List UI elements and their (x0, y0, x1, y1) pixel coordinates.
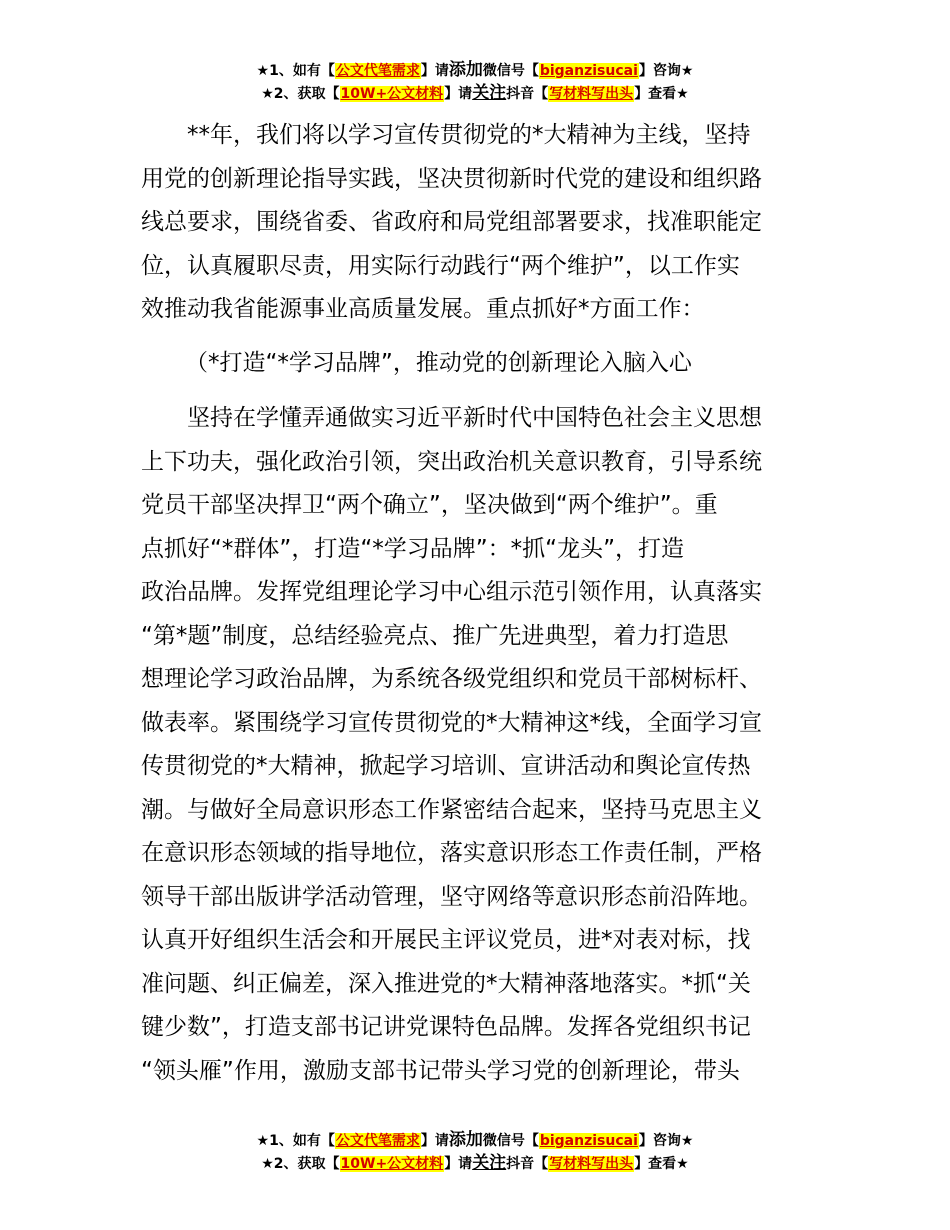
highlight-wechat-id: biganzisucai (539, 63, 638, 79)
text-line: 键少数”，打造支部书记讲党课特色品牌。发挥各党组织书记 (141, 1014, 751, 1040)
highlight-materials: 10W+公文材料 (340, 1156, 444, 1172)
emphasis-follow: 关注 (472, 1153, 507, 1173)
text-line: 坚持在学懂弄通做实习近平新时代中国特色社会主义思想 (187, 405, 762, 431)
text-line: 上下功夫，强化政治引领，突出政治机关意识教育，引导系统 (141, 448, 762, 475)
banner-text: 】请 (420, 63, 449, 79)
text-line: 线总要求，围绕省委、省政府和局党组部署要求，找准职能定 (141, 209, 762, 235)
paragraph-intro (141, 114, 813, 332)
emphasis-follow: 关注 (472, 83, 507, 103)
emphasis-add: 添加 (448, 1130, 483, 1150)
text-line: 潮。与做好全局意识形态工作紧密结合起来，坚持马克思主义 (141, 796, 762, 823)
text-line: **年，我们将以学习宣传贯彻党的*大精神为主线，坚持 (187, 122, 751, 148)
banner-text: ★1、如有【 (256, 1133, 335, 1149)
banner-text: 】请 (444, 1156, 473, 1172)
text-line: 用党的创新理论指导实践，坚决贯彻新时代党的建设和组织路 (141, 165, 762, 192)
banner-text: 抖音【 (506, 86, 549, 102)
text-line: 点抓好“*群体”，打造“*学习品牌”：*抓“龙头”，打造 (141, 535, 684, 562)
banner-text: 微信号【 (482, 63, 539, 79)
banner-text: ★2、获取【 (261, 1156, 340, 1172)
highlight-wechat-id: biganzisucai (539, 1133, 638, 1149)
text-line: 想理论学习政治品牌，为系统各级党组织和党员干部树标杆、 (141, 666, 762, 692)
document-body (141, 114, 813, 1093)
highlight-service: 公文代笔需求 (335, 1133, 420, 1149)
text-line: 政治品牌。发挥党组理论学习中心组示范引领作用，认真落实 (141, 579, 762, 605)
banner-text: 抖音【 (506, 1156, 549, 1172)
banner-line-2 (0, 1152, 950, 1175)
text-line: “领头雁”作用，激励支部书记带头学习党的创新理论，带头 (141, 1057, 740, 1084)
text-line: 在意识形态领域的指导地位，落实意识形态工作责任制，严格 (141, 840, 762, 866)
highlight-douyin: 写材料写出头 (549, 1156, 634, 1172)
text-line: 党员干部坚决捍卫“两个确立”，坚决做到“两个维护”。重 (141, 492, 718, 518)
highlight-douyin: 写材料写出头 (549, 86, 634, 102)
paragraph-body (141, 397, 813, 1093)
highlight-materials: 10W+公文材料 (340, 86, 444, 102)
text-line: 准问题、纠正偏差，深入推进党的*大精神落地落实。*抓“关 (141, 970, 751, 997)
banner-line-1 (0, 1129, 950, 1152)
text-line: 效推动我省能源事业高质量发展。重点抓好*方面工作： (141, 296, 705, 322)
banner-text: 】查看★ (634, 1156, 689, 1172)
header-banner (0, 59, 950, 105)
text-line: 做表率。紧围绕学习宣传贯彻党的*大精神这*线，全面学习宣 (141, 709, 762, 736)
banner-text: 】咨询★ (638, 1133, 694, 1149)
text-line: 传贯彻党的*大精神，掀起学习培训、宣讲活动和舆论宣传热 (141, 753, 751, 779)
emphasis-add: 添加 (448, 60, 483, 80)
banner-line-2 (0, 82, 950, 105)
text-line: 认真开好组织生活会和开展民主评议党员，进*对表对标，找 (141, 927, 751, 953)
highlight-service: 公文代笔需求 (335, 63, 420, 79)
text-line: 位，认真履职尽责，用实际行动践行“两个维护”，以工作实 (141, 252, 740, 279)
text-line: 领导干部出版讲学活动管理，坚守网络等意识形态前沿阵地。 (141, 883, 762, 910)
banner-text: ★2、获取【 (261, 86, 340, 102)
banner-text: 微信号【 (482, 1133, 539, 1149)
banner-text: 】请 (444, 86, 473, 102)
banner-text: 】查看★ (634, 86, 689, 102)
text-line: “第*题”制度，总结经验亮点、推广先进典型，着力打造思 (141, 622, 729, 649)
footer-banner (0, 1129, 950, 1175)
banner-text: 】咨询★ (638, 63, 694, 79)
section-heading: （*打造“*学习品牌”，推动党的创新理论入脑入心 (185, 349, 692, 376)
banner-line-1 (0, 59, 950, 82)
banner-text: ★1、如有【 (256, 63, 335, 79)
banner-text: 】请 (420, 1133, 449, 1149)
